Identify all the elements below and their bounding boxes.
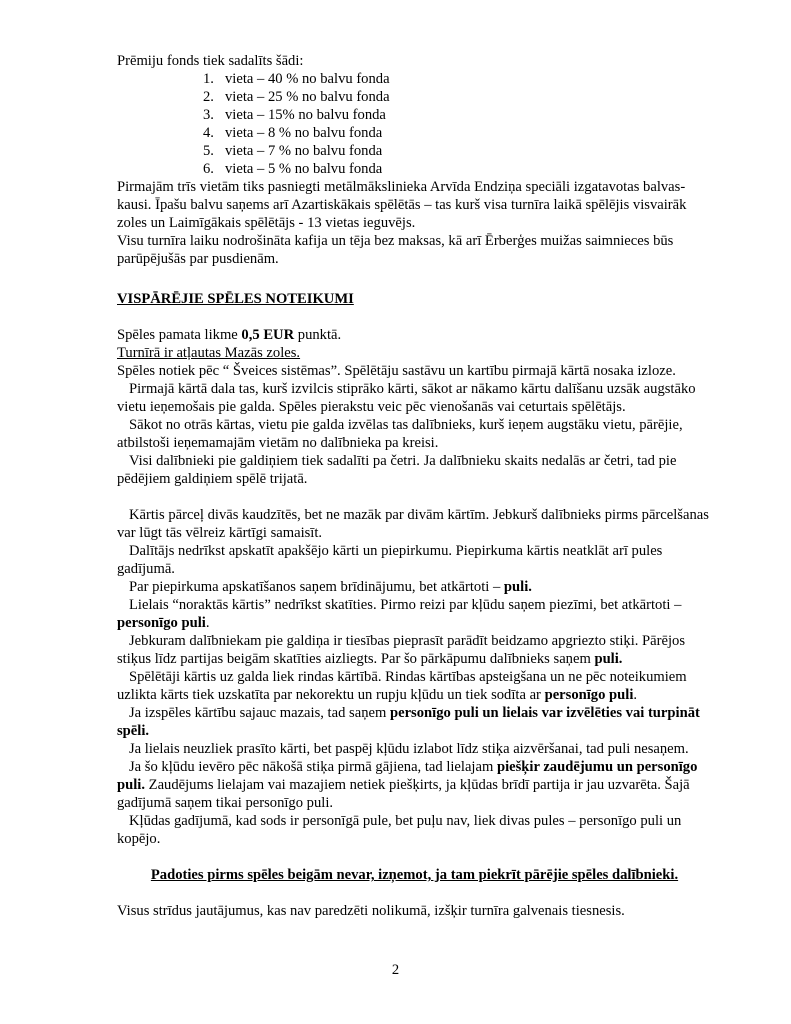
fix-mistake-paragraph: Ja lielais neuzliek prasīto kārti, bet paspēj kļūdu izlabot līdz stiķa aizvēršanai, tad puli nesaņem. xyxy=(129,741,689,757)
penalty-paragraph: Kļūdas gadījumā, kad sods ir personīgā pule, bet puļu nav, liek divas pules – personīgo puli un kopējo. xyxy=(117,813,682,847)
list-item: 3. vieta – 15% no balvu fonda xyxy=(203,107,386,123)
big-player-paragraph: Lielais “noraktās kārtis” nedrīkst skatīties. Pirmo reizi par kļūdu saņem piezīmi, bet atkārtoti – personīgo puli. xyxy=(117,597,682,631)
list-item: 5. vieta – 7 % no balvu fonda xyxy=(203,143,383,159)
coffee-paragraph: Visu turnīra laiku nodrošināta kafija un tēja bez maksas, kā arī Ērberģes muižas saimnieces būs parūpējušās par pusdienām. xyxy=(117,233,674,267)
surrender-rule: Padoties pirms spēles beigām nevar, izņemot, ja tam piekrīt pārējie spēles dalībnieki. xyxy=(150,867,679,883)
prize-list xyxy=(117,70,712,178)
tables-paragraph: Visi dalībnieki pie galdiņiem tiek sadalīti pa četri. Ja dalībnieku skaits nedalās ar četri, tad pie pēdējiem galdiņiem spēlē trijatā. xyxy=(117,453,677,487)
list-item: 1. vieta – 40 % no balvu fonda xyxy=(203,71,390,87)
small-mistake-paragraph: Ja izspēles kārtību sajauc mazais, tad saņem personīgo puli un lielais var izvēlēties vai turpināt spēli. xyxy=(117,705,700,739)
list-item: 2. vieta – 25 % no balvu fonda xyxy=(203,89,390,105)
awards-paragraph: Pirmajām trīs vietām tiks pasniegti metālmākslinieka Arvīda Endziņa speciāli izgatavotas balvas-kausi. Īpašu balvu saņems arī Azartiskākais spēlētās – tas kurš visa turnīra laikā spēlējis visvairāk zoles un Laimīgākais spēlētājs - 13 vietas ieguvējs. xyxy=(117,179,687,231)
dealer-paragraph: Dalītājs nedrīkst apskatīt apakšējo kārti un piepirkumu. Piepirkuma kārtis neatklāt arī pules gadījumā. xyxy=(117,543,663,577)
cut-paragraph: Kārtis pārceļ divās kaudzītēs, bet ne mazāk par divām kārtīm. Jebkurš dalībnieks pirms pārcelšanas var lūgt tās vēlreiz kārtīgi samaisīt. xyxy=(117,507,709,541)
section-heading: VISPĀRĒJIE SPĒLES NOTEIKUMI xyxy=(117,291,354,307)
small-zoles-allowed: Turnīrā ir atļautas Mazās zoles. xyxy=(117,345,301,361)
list-item: 6. vieta – 5 % no balvu fonda xyxy=(203,161,383,177)
disputes-paragraph: Visus strīdus jautājumus, kas nav paredzēti nolikumā, izšķir turnīra galvenais tiesnesis. xyxy=(117,903,625,919)
last-trick-paragraph: Jebkuram dalībniekam pie galdiņa ir tiesības pieprasīt parādīt beidzamo apgriezto stiķi. Pārējos stiķus līdz partijas beigām skatīties aizliegts. Par šo pārkāpumu dalībnieks saņem puli. xyxy=(117,633,686,667)
page-number: 2 xyxy=(391,962,400,978)
peek-paragraph: Par piepirkuma apskatīšanos saņem brīdinājumu, bet atkārtoti – puli. xyxy=(129,579,532,595)
play-order-paragraph: Spēlētāji kārtis uz galda liek rindas kārtībā. Rindas kārtības apsteigšana un ne pēc noteikumiem uzlikta kārts tiek uzskatīta par nekorektu un rupju kļūdu un tiek sodīta ar personīgo puli. xyxy=(117,669,687,703)
first-round-paragraph: Pirmajā kārtā dala tas, kurš izvilcis stiprāko kārti, sākot ar nākamo kārtu dalīšanu uzsāk augstāko vietu ieņemošais pie galda. Spēles pierakstu veic pēc vienošanās vai ceturtais spēlētājs. xyxy=(117,381,696,415)
next-trick-paragraph: Ja šo kļūdu ievēro pēc nākošā stiķa pirmā gājiena, tad lielajam piešķir zaudējumu un personīgo puli. Zaudējums lielajam vai mazajiem netiek piešķirts, ja kļūdas brīdī partija ir jau uzvarēta. Šajā gadījumā saņem tikai personīgo puli. xyxy=(117,759,698,811)
list-item: 4. vieta – 8 % no balvu fonda xyxy=(203,125,383,141)
prize-intro: Prēmiju fonds tiek sadalīts šādi: xyxy=(117,53,304,69)
swiss-system-paragraph: Spēles notiek pēc “ Šveices sistēmas”. Spēlētāju sastāvu un kartību pirmajā kārtā nosaka izloze. xyxy=(117,363,676,379)
document-page xyxy=(117,52,712,920)
base-rate: Spēles pamata likme 0,5 EUR punktā. xyxy=(117,327,342,343)
second-round-paragraph: Sākot no otrās kārtas, vietu pie galda izvēlas tas dalībnieks, kurš ieņem augstāku vietu, pārējie, atbilstoši ieņemamajām vietām no dalībnieka pa kreisi. xyxy=(117,417,683,451)
